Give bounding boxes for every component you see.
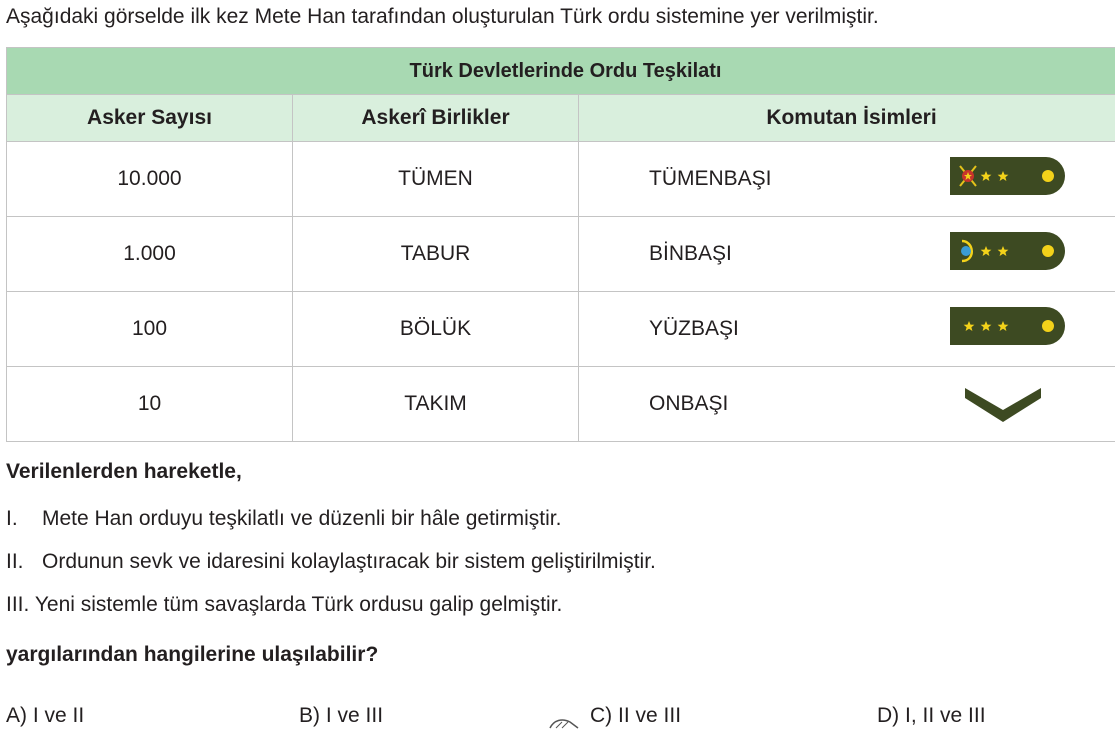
option-text: I ve II: [32, 704, 85, 727]
intro-text: Aşağıdaki görselde ilk kez Mete Han tarafından oluşturulan Türk ordu sistemine yer verilmiştir.: [6, 5, 879, 28]
commander-cell: [579, 367, 1115, 442]
option-text: I, II ve III: [905, 704, 986, 727]
pencil-mark-icon: [548, 716, 582, 730]
header-military-units: Askerî Birlikler: [293, 95, 579, 142]
soldier-count-cell: 1.000: [7, 217, 293, 292]
commander-name: YÜZBAŞI: [649, 317, 739, 340]
table-row: [7, 292, 1115, 367]
unit-cell: TÜMEN: [293, 142, 579, 217]
option-b[interactable]: [299, 704, 383, 728]
general-shoulder-board-icon: [948, 154, 1068, 204]
option-letter: B): [299, 704, 320, 727]
question-lead: Verilenlerden hareketle,: [6, 460, 242, 483]
commander-name: TÜMENBAŞI: [649, 167, 772, 190]
soldier-count-cell: 10.000: [7, 142, 293, 217]
table-header-row: [7, 95, 1115, 142]
table-row: [7, 142, 1115, 217]
table-title-row: [7, 48, 1115, 95]
option-letter: D): [877, 704, 900, 727]
option-c[interactable]: [590, 704, 681, 728]
statement-text: Ordunun sevk ve idaresini kolaylaştıracak bir sistem geliştirilmiştir.: [42, 550, 656, 573]
option-text: I ve III: [325, 704, 384, 727]
soldier-count-cell: 100: [7, 292, 293, 367]
unit-cell: BÖLÜK: [293, 292, 579, 367]
table-row: [7, 367, 1115, 442]
commander-cell: [579, 142, 1115, 217]
statement-number: II.: [6, 550, 24, 573]
statement-number: I.: [6, 507, 18, 530]
statement-text: Mete Han orduyu teşkilatlı ve düzenli bir hâle getirmiştir.: [42, 507, 562, 530]
captain-shoulder-board-icon: [948, 304, 1068, 354]
table-row: [7, 217, 1115, 292]
commander-name: ONBAŞI: [649, 392, 729, 415]
option-a[interactable]: [6, 704, 84, 728]
statement-2: [6, 550, 656, 574]
table-title: Türk Devletlerinde Ordu Teşkilatı: [7, 48, 1115, 95]
option-letter: C): [590, 704, 613, 727]
option-letter: A): [6, 704, 27, 727]
commander-cell: [579, 292, 1115, 367]
header-commander-names: Komutan İsimleri: [579, 95, 1115, 142]
header-soldier-count: Asker Sayısı: [7, 95, 293, 142]
unit-cell: TABUR: [293, 217, 579, 292]
commander-cell: [579, 217, 1115, 292]
statement-text: Yeni sistemle tüm savaşlarda Türk ordusu galip gelmiştir.: [34, 593, 563, 616]
statement-number: III.: [6, 593, 30, 616]
statement-1: [6, 507, 561, 531]
commander-name: BİNBAŞI: [649, 242, 732, 265]
unit-cell: TAKIM: [293, 367, 579, 442]
army-organization-table: [6, 47, 1115, 442]
question-prompt: yargılarından hangilerine ulaşılabilir?: [6, 643, 379, 666]
statement-3: [6, 593, 562, 617]
option-text: II ve III: [618, 704, 682, 727]
option-d[interactable]: [877, 704, 986, 728]
chevron-insignia-icon: [963, 378, 1043, 430]
major-shoulder-board-icon: [948, 229, 1068, 279]
soldier-count-cell: 10: [7, 367, 293, 442]
